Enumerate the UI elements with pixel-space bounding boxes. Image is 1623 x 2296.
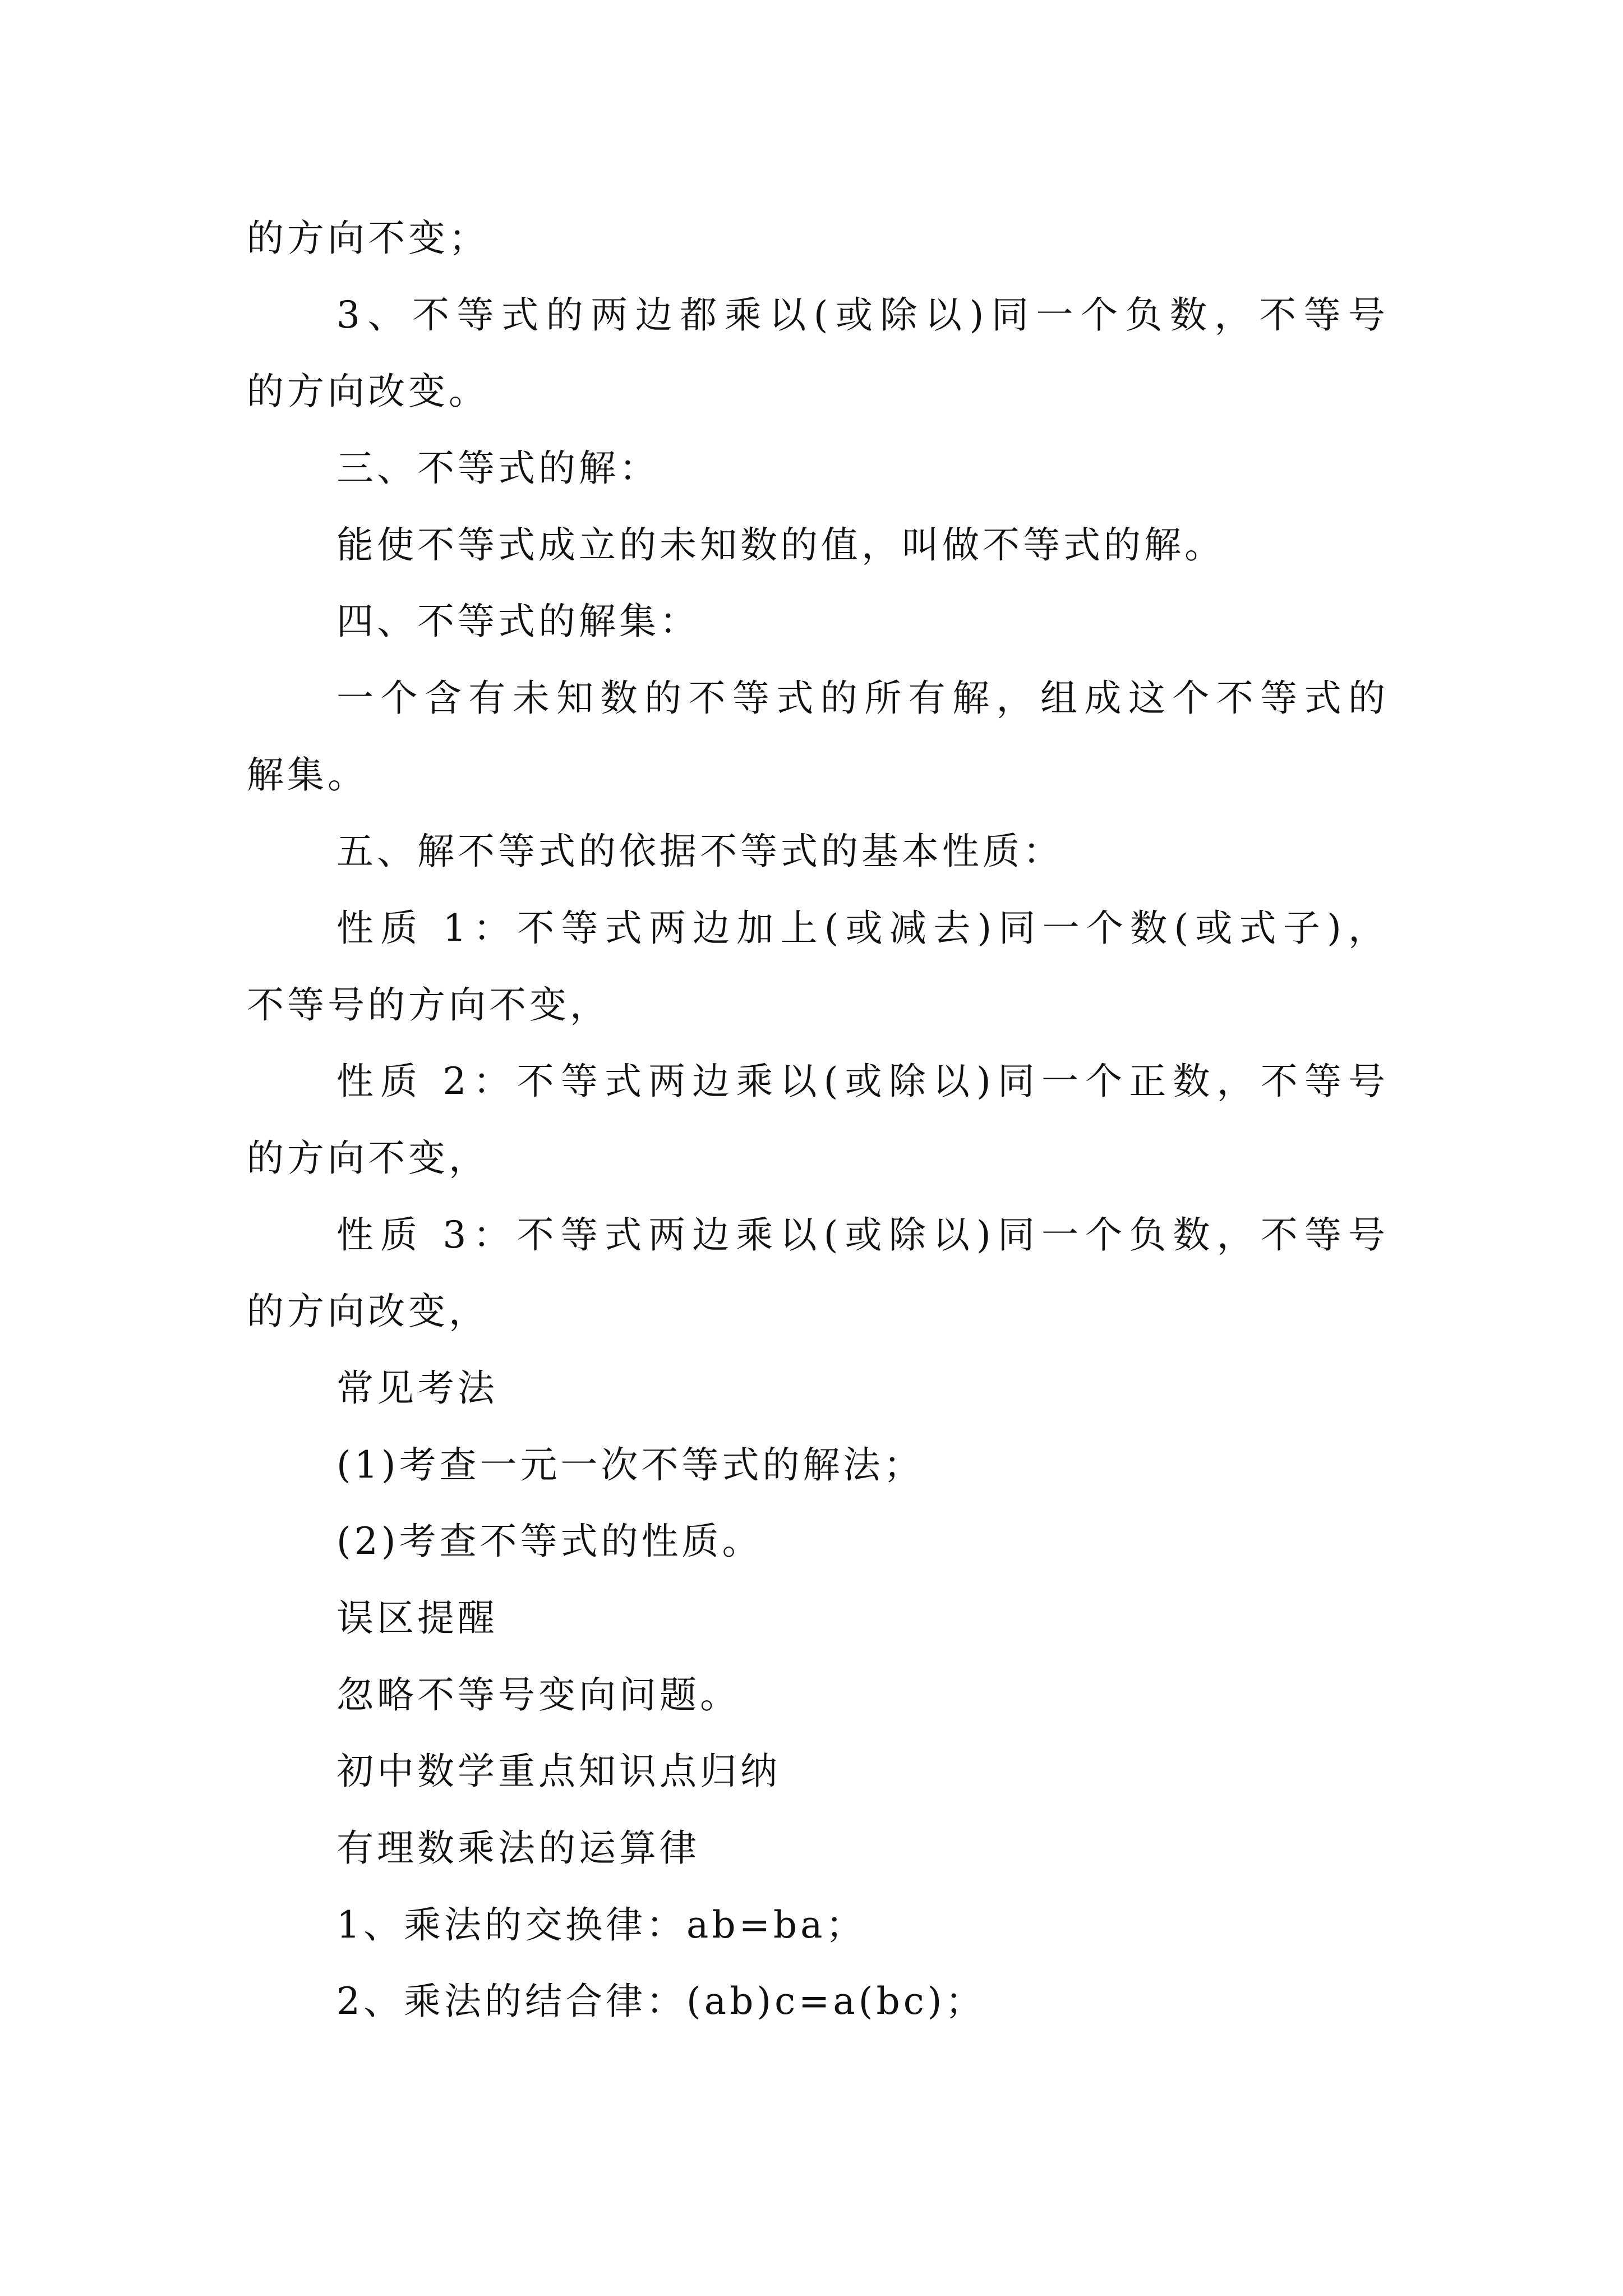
text-line-mistakes: 误区提醒 [336, 1596, 498, 1640]
text-line-mistake-1: 忽略不等号变向问题。 [336, 1673, 740, 1717]
text-line-property-1-a: 性质 1：不等式两边加上(或减去)同一个数(或式子)， [336, 907, 1385, 950]
text-line-rule-3-b: 的方向改变。 [247, 370, 489, 413]
text-line-property-2-a: 性质 2：不等式两边乘以(或除以)同一个正数，不等号 [336, 1060, 1385, 1103]
text-line-def-solution: 能使不等式成立的未知数的值，叫做不等式的解。 [336, 523, 1225, 567]
text-line-rule-3-a: 3、不等式的两边都乘以(或除以)同一个负数，不等号 [336, 293, 1385, 337]
text-line-commutative: 1、乘法的交换律：ab=ba； [336, 1903, 866, 1947]
text-line-section-title: 初中数学重点知识点归纳 [336, 1750, 781, 1793]
text-line-mult-laws: 有理数乘法的运算律 [336, 1826, 700, 1870]
text-line-heading-5: 五、解不等式的依据不等式的基本性质： [336, 830, 1063, 873]
text-line-associative: 2、乘法的结合律：(ab)c=a(bc)； [336, 1980, 986, 2023]
text-line-prev-tail: 的方向不变； [247, 217, 489, 260]
text-line-property-2-b: 的方向不变， [247, 1137, 489, 1180]
text-line-def-solution-set-b: 解集。 [247, 753, 368, 797]
text-line-test-2: (2)考查不等式的性质。 [336, 1520, 763, 1563]
text-line-common-tests: 常见考法 [336, 1366, 498, 1410]
text-line-test-1: (1)考查一元一次不等式的解法； [336, 1443, 924, 1487]
text-line-heading-4: 四、不等式的解集： [336, 600, 700, 643]
text-line-def-solution-set-a: 一个含有未知数的不等式的所有解，组成这个不等式的 [336, 677, 1385, 720]
text-line-property-1-b: 不等号的方向不变， [247, 983, 610, 1027]
text-line-property-3-a: 性质 3：不等式两边乘以(或除以)同一个负数，不等号 [336, 1213, 1385, 1257]
text-line-heading-3: 三、不等式的解： [336, 447, 660, 490]
text-line-property-3-b: 的方向改变， [247, 1290, 489, 1333]
